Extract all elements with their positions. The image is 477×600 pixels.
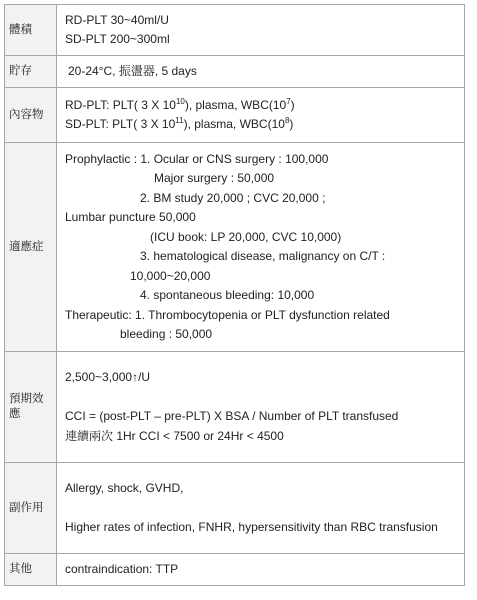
side-effect-blank bbox=[65, 498, 464, 518]
indication-line: Therapeutic: 1. Thrombocytopenia or PLT dysfunction related bbox=[65, 307, 390, 322]
effect-line-cci-threshold: 連續兩次 1Hr CCI < 7500 or 24Hr < 4500 bbox=[65, 428, 284, 443]
rd-exp1: 10 bbox=[175, 96, 185, 106]
rd-post: ) bbox=[290, 97, 295, 112]
row-storage bbox=[5, 56, 465, 88]
row-contents bbox=[5, 88, 465, 143]
content-indications bbox=[57, 143, 465, 352]
label-indications: 適應症 bbox=[5, 143, 57, 352]
row-indications bbox=[5, 143, 465, 352]
side-effect-line: Higher rates of infection, FNHR, hypersensitivity than RBC transfusion bbox=[65, 519, 438, 534]
indication-line: Major surgery : 50,000 bbox=[154, 171, 275, 185]
rd-exp2: 7 bbox=[286, 96, 291, 106]
other-line: contraindication: TTP bbox=[65, 561, 179, 576]
indication-line: 3. hematological disease, malignancy on C/T : bbox=[140, 249, 386, 263]
row-side-effects bbox=[5, 463, 465, 554]
sd-post: ) bbox=[289, 117, 294, 131]
content-side-effects bbox=[57, 463, 465, 554]
storage-line: 20-24°C, 振盪器, 5 days bbox=[68, 63, 197, 78]
label-contents: 內容物 bbox=[5, 88, 57, 143]
volume-line-rd: RD-PLT 30~40ml/U bbox=[65, 12, 169, 27]
sd-exp2: 8 bbox=[284, 116, 290, 125]
effect-line-cci-formula: CCI = (post-PLT – pre-PLT) X BSA / Number of PLT transfused bbox=[65, 409, 399, 423]
content-storage bbox=[57, 56, 465, 88]
content-contents bbox=[57, 88, 465, 143]
label-side-effects: 副作用 bbox=[5, 463, 57, 554]
indication-line: bleeding : 50,000 bbox=[120, 327, 213, 341]
contents-line-rd bbox=[65, 96, 464, 116]
sd-pre: SD-PLT: PLT( 3 X 10 bbox=[65, 117, 176, 131]
row-other bbox=[5, 554, 465, 586]
sd-mid: ), plasma, WBC(10 bbox=[183, 117, 285, 131]
content-other bbox=[57, 554, 465, 586]
label-volume: 體積 bbox=[5, 5, 57, 56]
content-expected-effect bbox=[57, 352, 465, 463]
label-expected-effect bbox=[5, 352, 57, 463]
indication-line: 10,000~20,000 bbox=[130, 268, 211, 283]
effect-blank bbox=[65, 388, 464, 408]
effect-line-increment: 2,500~3,000↑/U bbox=[65, 370, 151, 384]
indication-line: 4. spontaneous bleeding: 10,000 bbox=[140, 288, 315, 302]
contents-line-sd bbox=[65, 115, 464, 135]
indication-line: (ICU book: LP 20,000, CVC 10,000) bbox=[150, 229, 342, 244]
indication-line: 2. BM study 20,000 ; CVC 20,000 ; bbox=[140, 190, 326, 205]
sd-exp1: 11 bbox=[175, 116, 184, 125]
side-effect-line: Allergy, shock, GVHD, bbox=[65, 480, 184, 495]
label-other: 其他 bbox=[5, 554, 57, 586]
label-expected-effect-line1: 預期效 bbox=[9, 393, 44, 405]
indication-line: Lumbar puncture 50,000 bbox=[65, 210, 196, 224]
platelet-info-table bbox=[4, 4, 465, 586]
volume-line-sd: SD-PLT 200~300ml bbox=[65, 32, 170, 46]
indication-line: Prophylactic : 1. Ocular or CNS surgery : 100,000 bbox=[65, 151, 329, 166]
rd-pre: RD-PLT: PLT( 3 X 10 bbox=[65, 97, 176, 112]
rd-mid: ), plasma, WBC(10 bbox=[184, 97, 287, 112]
content-volume bbox=[57, 5, 465, 56]
label-storage: 貯存 bbox=[5, 56, 57, 88]
row-expected-effect bbox=[5, 352, 465, 463]
label-expected-effect-line2: 應 bbox=[9, 408, 21, 420]
row-volume bbox=[5, 5, 465, 56]
